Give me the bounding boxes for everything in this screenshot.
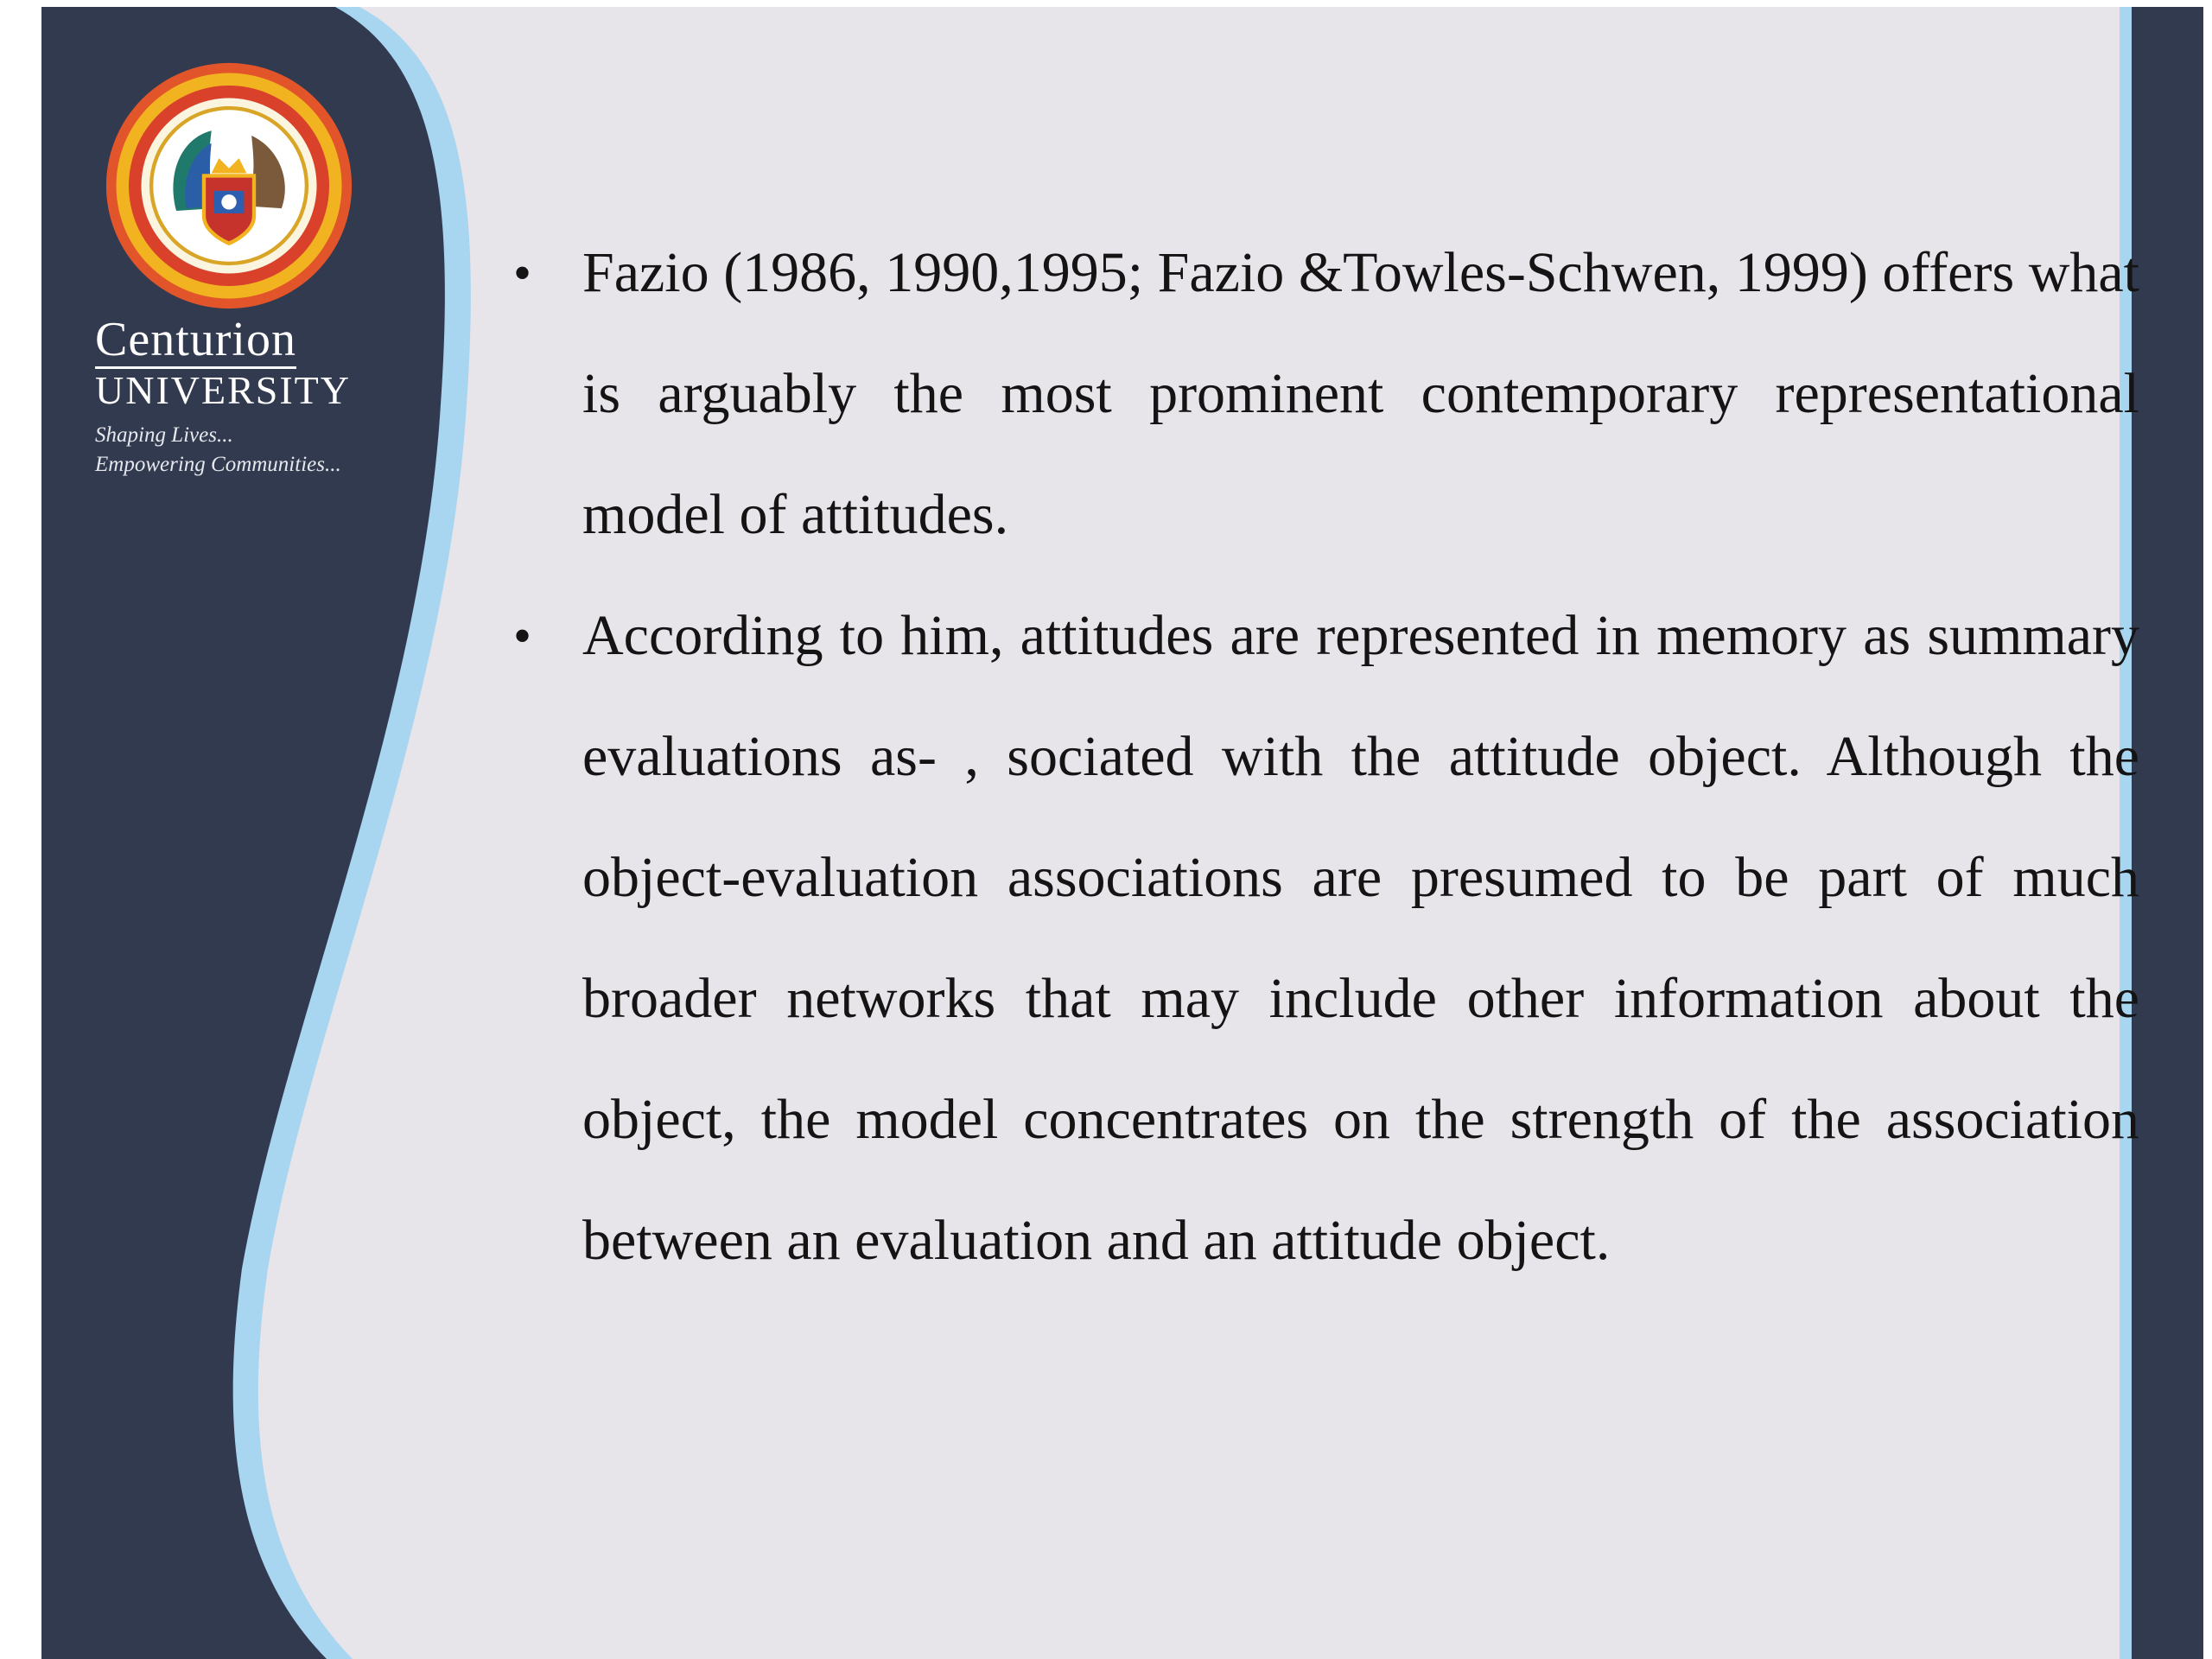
university-logo: [95, 60, 389, 480]
tagline-line-1: Shaping Lives...: [95, 423, 233, 447]
bullet-item: [513, 213, 2139, 575]
bullet-text: Fazio (1986, 1990,1995; Fazio &Towles-Schwen, 1999) offers what is arguably the most prominent contemporary representational model of attitudes.: [582, 241, 2139, 546]
right-edge-strip: [2132, 7, 2203, 1659]
bullet-marker: •: [513, 245, 532, 302]
bullet-item: [513, 575, 2139, 1301]
slide: [41, 7, 2203, 1659]
bullet-marker: •: [513, 607, 532, 664]
university-subtitle: UNIVERSITY: [95, 368, 351, 412]
tagline: [95, 421, 389, 480]
university-emblem-icon: [104, 60, 354, 311]
university-name: Centurion: [95, 315, 296, 369]
tagline-line-2: Empowering Communities...: [95, 453, 341, 476]
slide-body: [513, 213, 2139, 1301]
bullet-text: According to him, attitudes are represented in memory as summary evaluations as- , sociated with the attitude object. Although the object-evaluation associations are presumed to be part of much broader networks that may include other information about the object, the model concentrates on the strength of the association between an evaluation and an attitude object.: [582, 604, 2139, 1272]
